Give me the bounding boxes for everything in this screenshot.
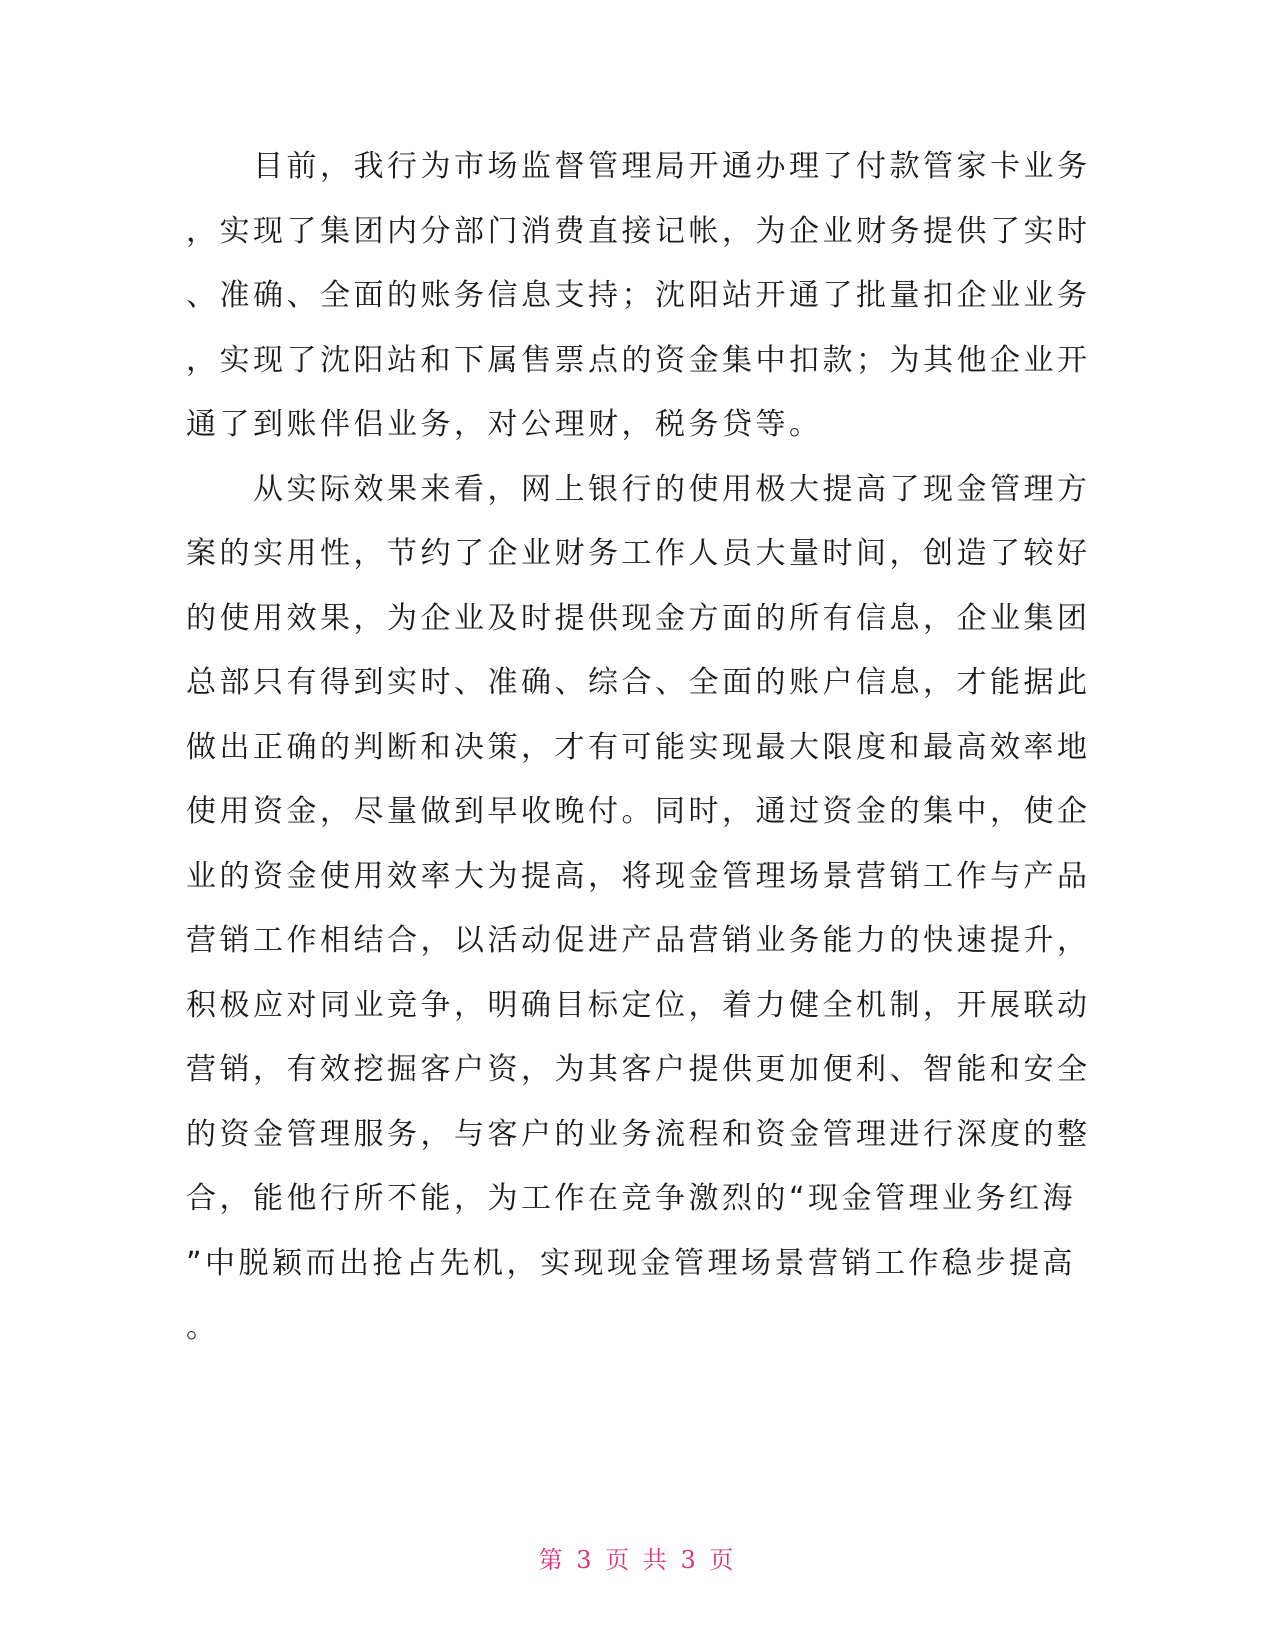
- text-line: 。: [186, 1310, 220, 1345]
- text-line: 积极应对同业竞争，明确目标定位，着力健全机制，开展联动: [186, 987, 1091, 1023]
- text-line: 使用资金，尽量做到早收晚付。同时，通过资金的集中，使企: [186, 794, 1091, 829]
- text-line: 的资金管理服务，与客户的业务流程和资金管理进行深度的整: [186, 1116, 1091, 1152]
- text-line: 案的实用性，节约了企业财务工作人员大量时间，创造了较好: [186, 536, 1091, 571]
- text-line: 目前，我行为市场监督管理局开通办理了付款管家卡业务: [186, 149, 1091, 184]
- text-line: ”中脱颖而出抢占先机，实现现金管理场景营销工作稳步提高: [186, 1245, 1077, 1281]
- text-line: 合，能他行所不能，为工作在竞争激烈的“现金管理业务红海: [186, 1181, 1077, 1216]
- text-line: ，实现了沈阳站和下属售票点的资金集中扣款；为其他企业开: [186, 342, 1091, 378]
- text-line: ，实现了集团内分部门消费直接记帐，为企业财务提供了实时: [186, 213, 1091, 249]
- document-body: [186, 135, 1186, 1361]
- text-line: 从实际效果来看，网上银行的使用极大提高了现金管理方: [186, 471, 1091, 507]
- text-line: 通了到账伴侣业务，对公理财，税务贷等。: [186, 407, 823, 442]
- text-line: 营销，有效挖掘客户资，为其客户提供更加便利、智能和安全: [186, 1052, 1091, 1087]
- paragraph-2: [186, 458, 1186, 1361]
- text-line: 的使用效果，为企业及时提供现金方面的所有信息，企业集团: [186, 600, 1091, 636]
- text-line: 业的资金使用效率大为提高，将现金管理场景营销工作与产品: [186, 858, 1091, 894]
- text-line: 总部只有得到实时、准确、综合、全面的账户信息，才能据此: [186, 665, 1091, 700]
- paragraph-1: [186, 135, 1186, 458]
- text-line: 、准确、全面的账务信息支持；沈阳站开通了批量扣企业业务: [186, 278, 1091, 313]
- text-line: 营销工作相结合，以活动促进产品营销业务能力的快速提升，: [186, 923, 1091, 958]
- page-number-footer: 第 3 页 共 3 页: [538, 1546, 737, 1574]
- text-line: 做出正确的判断和决策，才有可能实现最大限度和最高效率地: [186, 729, 1091, 765]
